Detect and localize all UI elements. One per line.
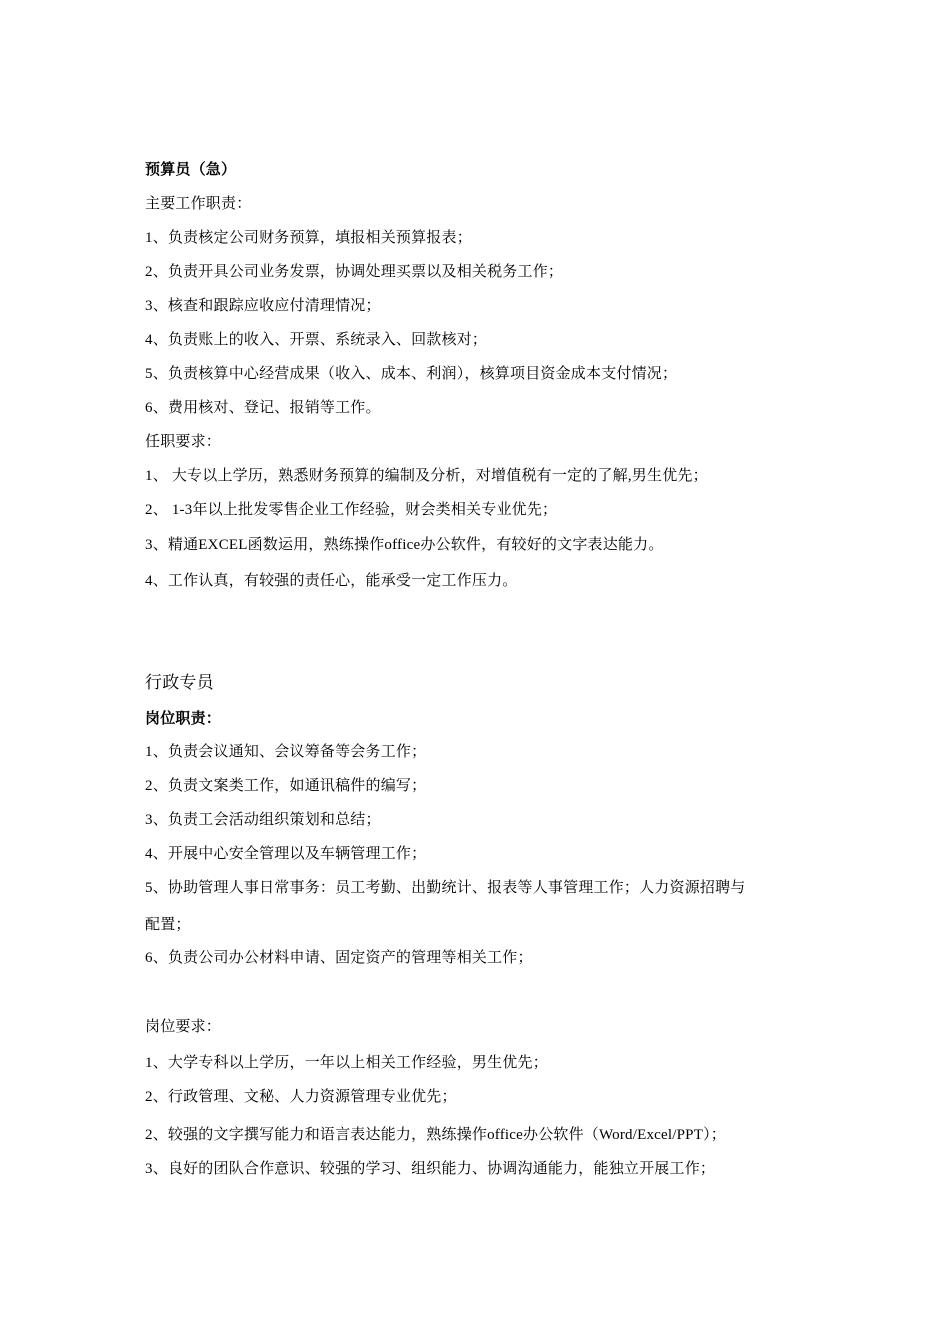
section2-duty-item: 2、负责文案类工作，如通讯稿件的编写；	[145, 778, 427, 794]
section1-duty-item: 5、负责核算中心经营成果（收入、成本、利润），核算项目资金成本支付情况；	[145, 366, 678, 382]
section1-duty-item: 4、负责账上的收入、开票、系统录入、回款核对；	[145, 332, 488, 348]
section1-duties-heading: 主要工作职责：	[145, 196, 252, 212]
section1-requirement-item: 2、 1-3年以上批发零售企业工作经验，财会类相关专业优先；	[145, 502, 558, 518]
section2-duty-item: 4、开展中心安全管理以及车辆管理工作；	[145, 846, 427, 862]
section1-requirement-item: 1、 大专以上学历，熟悉财务预算的编制及分析，对增值税有一定的了解,男生优先；	[145, 468, 708, 484]
section2-duty-item: 5、协助管理人事日常事务：员工考勤、出勤统计、报表等人事管理工作；人力资源招聘与	[145, 880, 746, 896]
section2-requirement-item: 1、大学专科以上学历，一年以上相关工作经验，男生优先；	[145, 1055, 548, 1071]
section1-duty-item: 3、核查和跟踪应收应付清理情况；	[145, 298, 381, 314]
section2-duty-item: 1、负责会议通知、会议筹备等会务工作；	[145, 744, 427, 760]
section2-requirement-item: 2、行政管理、文秘、人力资源管理专业优先；	[145, 1089, 457, 1105]
section1-duty-item: 6、费用核对、登记、报销等工作。	[145, 400, 381, 416]
section1-title: 预算员（急）	[145, 162, 237, 178]
section2-duty-item: 6、负责公司办公材料申请、固定资产的管理等相关工作；	[145, 950, 533, 966]
section2-requirement-item: 3、良好的团队合作意识、较强的学习、组织能力、协调沟通能力，能独立开展工作；	[145, 1161, 716, 1177]
section2-duties-heading: 岗位职责：	[145, 711, 222, 727]
section2-duty-item: 配置；	[145, 917, 191, 933]
section2-requirement-item: 2、较强的文字撰写能力和语言表达能力，熟练操作office办公软件（Word/Excel/PPT）；	[145, 1127, 726, 1143]
section1-duty-item: 2、负责开具公司业务发票，协调处理买票以及相关税务工作；	[145, 264, 564, 280]
section2-requirements-heading: 岗位要求：	[145, 1019, 222, 1035]
section1-duty-item: 1、负责核定公司财务预算，填报相关预算报表；	[145, 230, 472, 246]
section2-duty-item: 3、负责工会活动组织策划和总结；	[145, 812, 381, 828]
section1-requirement-item: 3、精通EXCEL函数运用，熟练操作office办公软件，有较好的文字表达能力。	[145, 537, 664, 553]
section1-requirement-item: 4、工作认真，有较强的责任心，能承受一定工作压力。	[145, 573, 518, 589]
section1-requirements-heading: 任职要求：	[145, 434, 222, 450]
section2-title: 行政专员	[145, 673, 214, 692]
